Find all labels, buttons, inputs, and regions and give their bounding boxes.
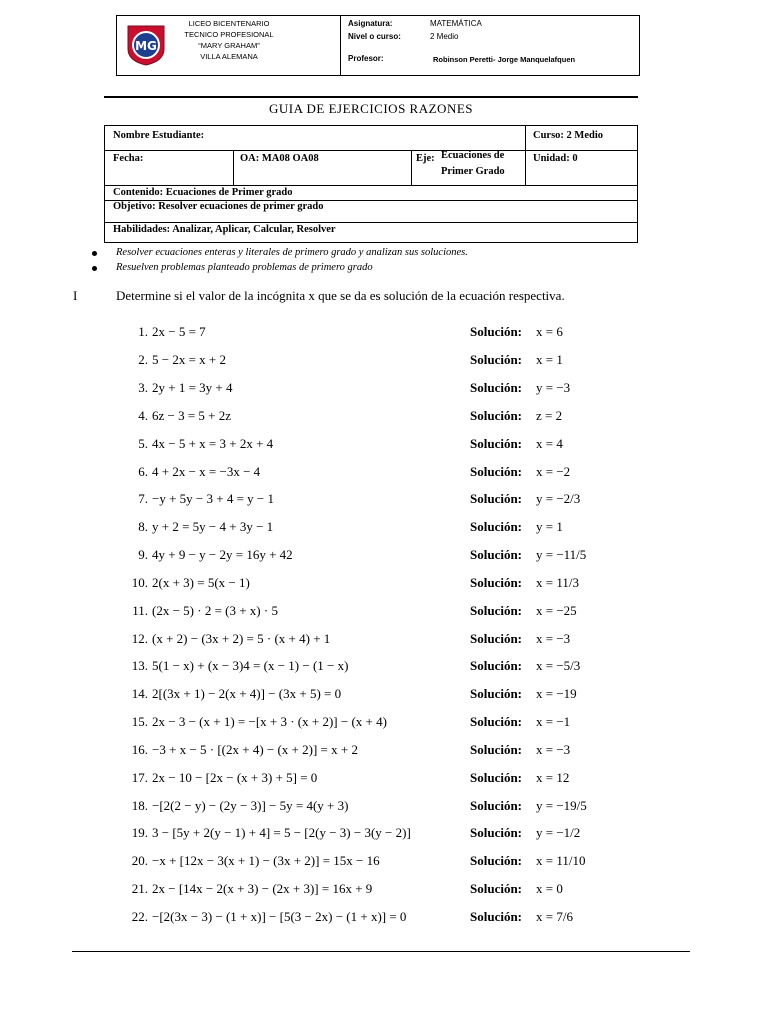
solution-value: x = −1 — [536, 714, 571, 729]
solution-label: Solución: — [470, 352, 523, 367]
solution-label: Solución: — [470, 603, 523, 618]
solution-label: Solución: — [470, 658, 523, 673]
school-line: “MARY GRAHAM” — [198, 41, 260, 50]
solution-value: x = −3 — [536, 631, 571, 646]
exercise-equation: 6z − 3 = 5 + 2z — [152, 408, 232, 423]
solution-label: Solución: — [470, 631, 523, 646]
exercise-equation: −y + 5y − 3 + 4 = y − 1 — [152, 491, 274, 506]
exercise-equation: 3 − [5y + 2(y − 1) + 4] = 5 − [2(y − 3) − 3(y − 2)] — [152, 825, 411, 840]
solution-value: y = −11/5 — [536, 547, 587, 562]
asignatura-label: Asignatura: — [348, 19, 393, 28]
exercise-row — [0, 658, 768, 678]
exercise-number: 7. — [138, 491, 148, 506]
solution-value: x = 4 — [536, 436, 563, 451]
info-table — [104, 125, 638, 243]
exercise-row — [0, 547, 768, 567]
footer-rule — [72, 951, 690, 952]
solution-label: Solución: — [470, 909, 523, 924]
exercise-number: 3. — [138, 380, 148, 395]
solution-label: Solución: — [470, 464, 523, 479]
exercise-number: 5. — [138, 436, 148, 451]
exercise-row — [0, 853, 768, 873]
solution-label: Solución: — [470, 324, 523, 339]
exercise-row — [0, 491, 768, 511]
exercise-row — [0, 631, 768, 651]
solution-label: Solución: — [470, 436, 523, 451]
exercise-equation: y + 2 = 5y − 4 + 3y − 1 — [152, 519, 274, 534]
eje-value — [441, 149, 505, 178]
exercise-row — [0, 464, 768, 484]
exercise-number: 16. — [131, 742, 148, 757]
exercise-number: 11. — [132, 603, 148, 618]
exercise-row — [0, 575, 768, 595]
exercise-row — [0, 436, 768, 456]
exercise-number: 17. — [131, 770, 148, 785]
exercise-number: 8. — [138, 519, 148, 534]
exercise-equation: 2y + 1 = 3y + 4 — [152, 380, 233, 395]
exercise-number: 1. — [138, 324, 148, 339]
exercise-row — [0, 352, 768, 372]
section-number: I — [73, 288, 78, 303]
school-name — [171, 18, 287, 62]
solution-label: Solución: — [470, 575, 523, 590]
school-line: LICEO BICENTENARIO — [188, 19, 270, 28]
bullet-text: Resolver ecuaciones enteras y literales de primero grado y analizan sus soluciones. — [116, 247, 468, 258]
solution-value: x = 6 — [536, 324, 563, 339]
exercise-equation: 2x − 10 − [2x − (x + 3) + 5] = 0 — [152, 770, 318, 785]
exercise-row — [0, 770, 768, 790]
contenido-label: Contenido: Ecuaciones de Primer grado — [113, 187, 293, 198]
solution-value: x = 12 — [536, 770, 570, 785]
exercise-equation: 4 + 2x − x = −3x − 4 — [152, 464, 261, 479]
solution-value: z = 2 — [536, 408, 563, 423]
solution-value: x = 11/3 — [536, 575, 579, 590]
exercise-row — [0, 408, 768, 428]
nivel-value: 2 Medio — [430, 32, 459, 41]
solution-value: y = 1 — [536, 519, 563, 534]
solution-label: Solución: — [470, 770, 523, 785]
profesor-value: Robinson Peretti- Jorge Manquelafquen — [433, 55, 576, 64]
school-line: VILLA ALEMANA — [200, 52, 258, 61]
exercise-number: 9. — [138, 547, 148, 562]
nivel-label: Nivel o curso: — [348, 32, 401, 41]
exercise-row — [0, 324, 768, 344]
curso-label: Curso: 2 Medio — [533, 130, 603, 141]
eje-value-line: Ecuaciones de — [441, 150, 505, 161]
eje-value-line: Primer Grado — [441, 166, 505, 177]
exercise-equation: −3 + x − 5 · [(2x + 4) − (x + 2)] = x + 2 — [152, 742, 358, 757]
solution-label: Solución: — [470, 881, 523, 896]
bullet-text: Resuelven problemas planteado problemas de primero grado — [116, 262, 373, 273]
solution-value: y = −2/3 — [536, 491, 581, 506]
exercise-equation: 5 − 2x = x + 2 — [152, 352, 226, 367]
exercise-number: 6. — [138, 464, 148, 479]
exercise-row — [0, 519, 768, 539]
logo-text: MG — [135, 39, 157, 53]
exercise-number: 19. — [131, 825, 148, 840]
exercise-number: 2. — [138, 352, 148, 367]
exercise-number: 13. — [131, 658, 148, 673]
solution-label: Solución: — [470, 853, 523, 868]
profesor-label: Profesor: — [348, 54, 384, 63]
exercise-number: 21. — [131, 881, 148, 896]
school-logo — [124, 23, 168, 67]
exercise-equation: 4x − 5 + x = 3 + 2x + 4 — [152, 436, 274, 451]
exercise-row — [0, 881, 768, 901]
solution-value: x = −25 — [536, 603, 577, 618]
header-rule — [104, 96, 638, 98]
solution-label: Solución: — [470, 798, 523, 813]
solution-value: x = 11/10 — [536, 853, 586, 868]
fecha-label: Fecha: — [113, 153, 144, 164]
exercise-equation: 5(1 − x) + (x − 3)4 = (x − 1) − (1 − x) — [152, 658, 349, 673]
section-instruction: Determine si el valor de la incógnita x que se da es solución de la ecuación respectiva. — [116, 288, 565, 303]
solution-label: Solución: — [470, 825, 523, 840]
objetivo-label: Objetivo: Resolver ecuaciones de primer grado — [113, 201, 324, 212]
asignatura-value: MATEMÁTICA — [430, 19, 482, 28]
exercise-number: 4. — [138, 408, 148, 423]
solution-value: y = −3 — [536, 380, 571, 395]
solution-value: x = 7/6 — [536, 909, 573, 924]
solution-label: Solución: — [470, 547, 523, 562]
exercise-row — [0, 686, 768, 706]
solution-value: x = 0 — [536, 881, 563, 896]
habilidades-label: Habilidades: Analizar, Aplicar, Calcular, Resolver — [113, 224, 336, 235]
exercise-equation: −[2(3x − 3) − (1 + x)] − [5(3 − 2x) − (1 + x)] = 0 — [152, 909, 407, 924]
exercise-equation: 4y + 9 − y − 2y = 16y + 42 — [152, 547, 293, 562]
solution-value: x = −2 — [536, 464, 571, 479]
solution-label: Solución: — [470, 408, 523, 423]
exercise-equation: 2x − [14x − 2(x + 3) − (2x + 3)] = 16x + 9 — [152, 881, 373, 896]
exercise-number: 14. — [131, 686, 148, 701]
exercise-row — [0, 825, 768, 845]
exercise-row — [0, 714, 768, 734]
solution-value: y = −19/5 — [536, 798, 587, 813]
solution-value: y = −1/2 — [536, 825, 581, 840]
solution-value: x = −3 — [536, 742, 571, 757]
solution-label: Solución: — [470, 686, 523, 701]
eje-label: Eje: — [416, 153, 435, 164]
solution-label: Solución: — [470, 491, 523, 506]
unidad-label: Unidad: 0 — [533, 153, 578, 164]
exercise-equation: −x + [12x − 3(x + 1) − (3x + 2)] = 15x − 16 — [152, 853, 380, 868]
solution-label: Solución: — [470, 519, 523, 534]
exercise-equation: 2x − 5 = 7 — [152, 324, 206, 339]
nombre-label: Nombre Estudiante: — [113, 130, 205, 141]
page-title: GUIA DE EJERCICIOS RAZONES — [268, 101, 474, 116]
exercise-number: 20. — [131, 853, 148, 868]
exercise-equation: −[2(2 − y) − (2y − 3)] − 5y = 4(y + 3) — [152, 798, 349, 813]
exercise-row — [0, 742, 768, 762]
solution-value: x = −5/3 — [536, 658, 581, 673]
exercise-row — [0, 798, 768, 818]
solution-value: x = 1 — [536, 352, 563, 367]
solution-label: Solución: — [470, 714, 523, 729]
exercise-number: 10. — [131, 575, 148, 590]
exercise-number: 12. — [131, 631, 148, 646]
exercise-equation: 2(x + 3) = 5(x − 1) — [152, 575, 250, 590]
exercise-row — [0, 909, 768, 929]
exercise-equation: 2[(3x + 1) − 2(x + 4)] − (3x + 5) = 0 — [152, 686, 342, 701]
exercise-number: 15. — [131, 714, 148, 729]
solution-label: Solución: — [470, 380, 523, 395]
header-box — [116, 15, 640, 76]
exercise-equation: 2x − 3 − (x + 1) = −[x + 3 · (x + 2)] − (x + 4) — [152, 714, 387, 729]
exercise-number: 18. — [131, 798, 148, 813]
exercise-row — [0, 603, 768, 623]
exercise-equation: (x + 2) − (3x + 2) = 5 · (x + 4) + 1 — [152, 631, 331, 646]
exercise-equation: (2x − 5) · 2 = (3 + x) · 5 — [152, 603, 278, 618]
school-line: TECNICO PROFESIONAL — [184, 30, 274, 39]
exercise-row — [0, 380, 768, 400]
oa-label: OA: MA08 OA08 — [240, 153, 319, 164]
solution-value: x = −19 — [536, 686, 577, 701]
exercise-number: 22. — [131, 909, 148, 924]
solution-label: Solución: — [470, 742, 523, 757]
